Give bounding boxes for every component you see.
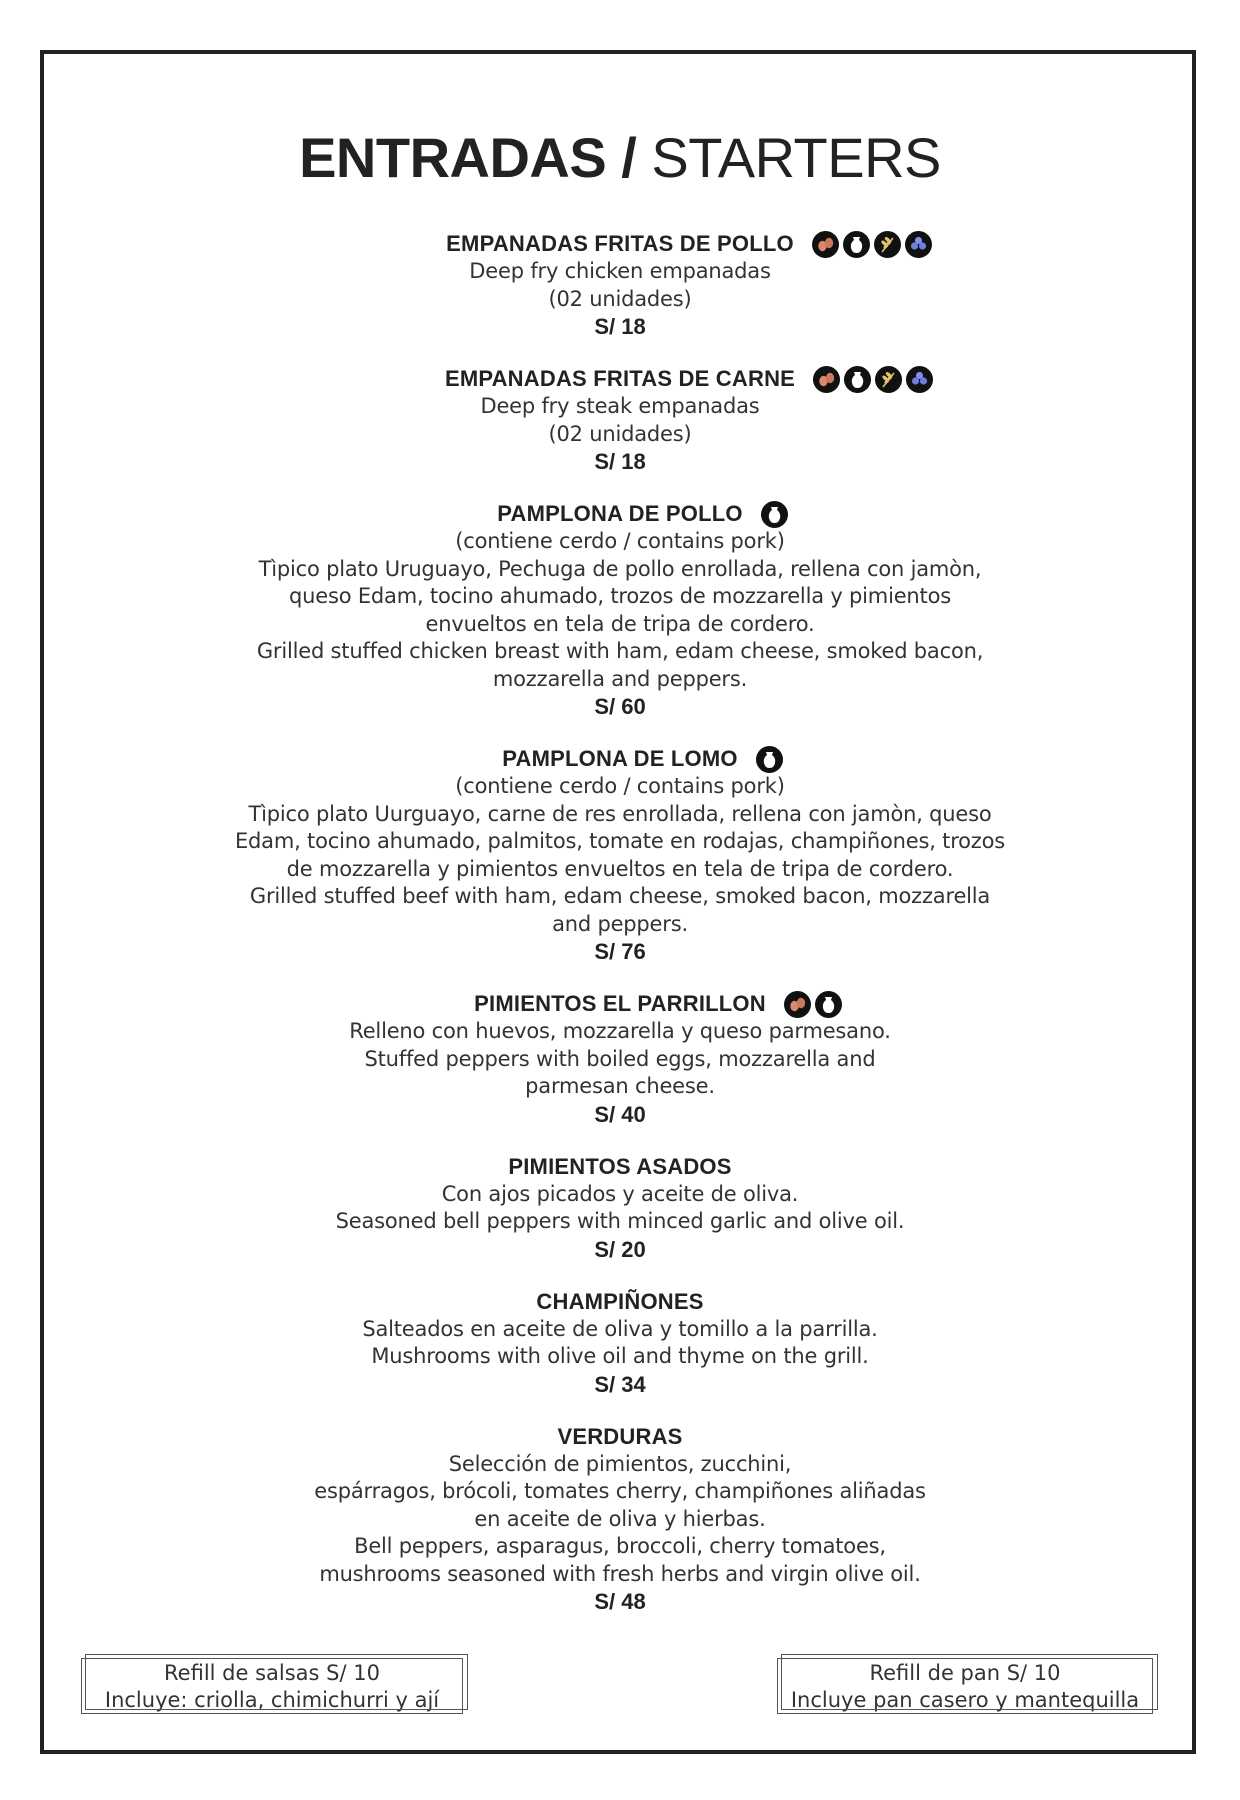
menu-item-name (508, 1153, 731, 1181)
menu-item (0, 230, 1240, 340)
menu-item-description-line: Grilled stuffed chicken breast with ham, edam cheese, smoked bacon, (256, 639, 984, 663)
menu-item-description-line: Relleno con huevos, mozzarella y queso parmesano. (349, 1019, 891, 1043)
menu-item-description-line: en aceite de oliva y hierbas. (474, 1506, 766, 1531)
menu-item-description-line: mushrooms seasoned with fresh herbs and virgin olive oil. (319, 1561, 921, 1586)
menu-item-price: S/ 18 (594, 449, 646, 474)
menu-item-name-text: EMPANADAS FRITAS DE CARNE (444, 366, 796, 391)
refill-sauces-includes: Incluye: criolla, chimichurri y ají (104, 1688, 440, 1712)
menu-item-price: S/ 48 (594, 1589, 646, 1614)
menu-item-price: S/ 76 (594, 939, 646, 964)
menu-item-description-line: espárragos, brócoli, tomates cherry, champiñones aliñadas (314, 1479, 926, 1503)
menu-item-description-line: (contiene cerdo / contains pork) (455, 529, 785, 553)
menu-item-name-text: EMPANADAS FRITAS DE POLLO (446, 231, 794, 256)
refill-bread-includes: Incluye pan casero y mantequilla (790, 1688, 1140, 1712)
menu-item (0, 500, 1240, 720)
menu-item-name (536, 1288, 703, 1316)
menu-item-description-line: mozzarella and peppers. (492, 666, 748, 691)
menu-item-name-text: PAMPLONA DE LOMO (502, 746, 738, 771)
menu-item (0, 990, 1240, 1128)
allergen-icons (812, 231, 932, 258)
egg-icon (813, 366, 840, 393)
menu-item-name (446, 230, 794, 258)
menu-item-description-line: Seasoned bell peppers with minced garlic and olive oil. (335, 1209, 905, 1233)
page-title-spanish: ENTRADAS / (299, 126, 637, 189)
page-title-english: STARTERS (651, 126, 941, 189)
refill-sauces-box (81, 1658, 463, 1714)
menu-item-description-line: Salteados en aceite de oliva y tomillo a la parrilla. (362, 1316, 878, 1341)
dairy-icon (761, 501, 788, 528)
menu-item-price: S/ 60 (594, 694, 646, 719)
menu-item-description-line: envueltos en tela de tripa de cordero. (425, 611, 815, 636)
dairy-icon (756, 746, 783, 773)
menu-item-description-line: Deep fry chicken empanadas (469, 259, 771, 283)
menu-item-name (497, 500, 742, 528)
menu-item-price: S/ 20 (594, 1236, 646, 1262)
menu-item-name (474, 990, 766, 1018)
menu-item-name (445, 365, 795, 393)
egg-icon (812, 231, 839, 258)
menu-item-description-line: de mozzarella y pimientos envueltos en tela de tripa de cordero. (286, 856, 954, 881)
menu-item-description-line: (02 unidades) (548, 286, 692, 311)
menu-item-description-line: (02 unidades) (548, 421, 692, 446)
menu-item-name (502, 745, 737, 773)
menu-item-description-line: (contiene cerdo / contains pork) (455, 774, 785, 798)
allergen-icons (813, 366, 933, 393)
menu-item (0, 365, 1240, 475)
menu-item-description-line: parmesan cheese. (525, 1074, 715, 1098)
allergen-icons (756, 746, 783, 773)
allergen-icons (784, 991, 842, 1018)
allergen-icons (761, 501, 788, 528)
refill-bread-box (777, 1658, 1153, 1714)
menu-item-description-line: Tìpico plato Uruguayo, Pechuga de pollo enrollada, rellena con jamòn, (258, 556, 982, 581)
soy-icon (905, 231, 932, 258)
refill-sauces-price: Refill de salsas S/ 10 (164, 1661, 380, 1685)
menu-item-description-line: Bell peppers, asparagus, broccoli, cherry tomatoes, (354, 1534, 886, 1558)
dairy-icon (844, 366, 871, 393)
page-title (0, 123, 1240, 193)
menu-item-description-line: Deep fry steak empanadas (480, 394, 760, 418)
egg-icon (784, 991, 811, 1018)
menu-item-name-text: PIMIENTOS EL PARRILLON (474, 991, 766, 1016)
menu-item (0, 1288, 1240, 1398)
menu-item-description-line: Tìpico plato Uurguayo, carne de res enrollada, rellena con jamòn, queso (248, 801, 992, 826)
soy-icon (906, 366, 933, 393)
menu-item-description-line: queso Edam, tocino ahumado, trozos de mozzarella y pimientos (289, 584, 951, 608)
menu-item-price: S/ 40 (594, 1101, 646, 1127)
menu-item (0, 1153, 1240, 1263)
dairy-icon (843, 231, 870, 258)
menu-item-description-line: Edam, tocino ahumado, palmitos, tomate en rodajas, champiñones, trozos (234, 829, 1006, 853)
wheat-icon (874, 231, 901, 258)
menu-item (0, 745, 1240, 965)
menu-item (0, 1423, 1240, 1616)
menu-item-price: S/ 34 (594, 1371, 646, 1397)
wheat-icon (875, 366, 902, 393)
menu-item-name-text: PAMPLONA DE POLLO (497, 501, 743, 526)
menu-item-price: S/ 18 (594, 314, 646, 339)
menu-item-name-text: CHAMPIÑONES (536, 1288, 704, 1314)
refill-bread-price: Refill de pan S/ 10 (869, 1661, 1061, 1685)
menu-item-name (557, 1423, 682, 1451)
menu-item-description-line: Mushrooms with olive oil and thyme on the grill. (371, 1344, 869, 1368)
menu-item-description-line: Selección de pimientos, zucchini, (448, 1451, 792, 1476)
menu-item-name-text: VERDURAS (557, 1423, 683, 1449)
menu-item-name-text: PIMIENTOS ASADOS (508, 1153, 732, 1179)
menu-items-list (0, 230, 1240, 1640)
dairy-icon (815, 991, 842, 1018)
menu-item-description-line: and peppers. (552, 911, 688, 936)
menu-item-description-line: Stuffed peppers with boiled eggs, mozzarella and (364, 1046, 876, 1071)
menu-item-description-line: Grilled stuffed beef with ham, edam cheese, smoked bacon, mozzarella (249, 884, 991, 908)
menu-item-description-line: Con ajos picados y aceite de oliva. (441, 1181, 799, 1206)
